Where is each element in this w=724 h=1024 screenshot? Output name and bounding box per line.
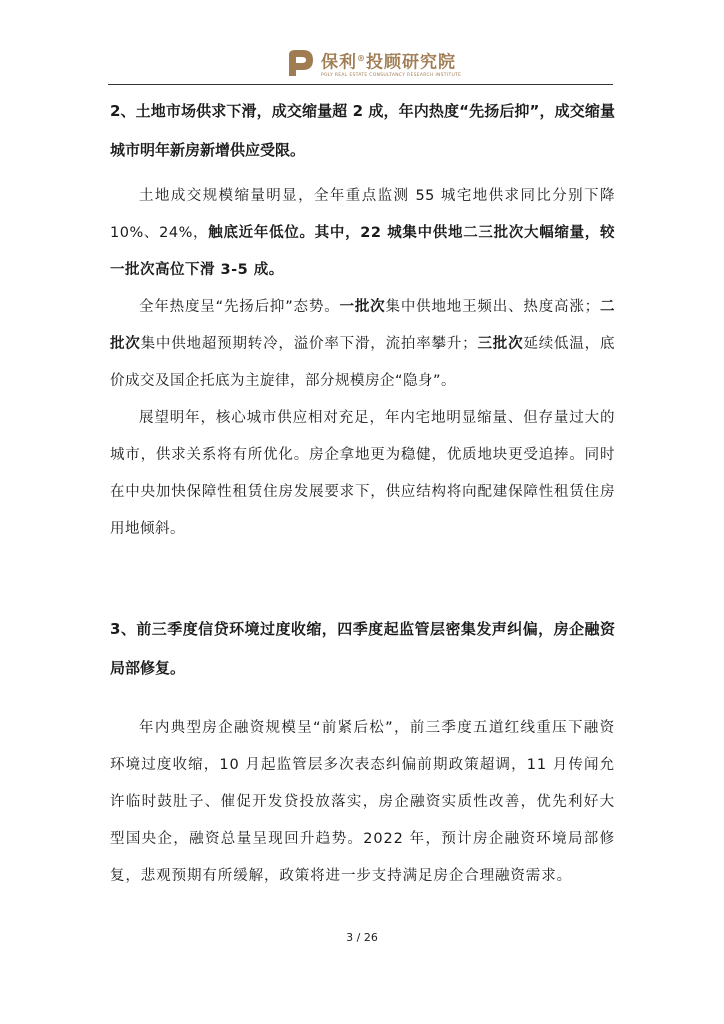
logo-text (321, 48, 461, 79)
section-heading: 2、土地市场供求下滑，成交缩量超 2 成，年内热度“先扬后抑”，成交缩量城市明年新房新增供应受限。 (110, 102, 615, 159)
logo (285, 48, 461, 79)
paragraph: 年内典型房企融资规模呈“前紧后松”，前三季度五道红线重压下融资环境过度收缩，10 月起监管层多次表态纠偏前期政策超调，11 月传闻允许临时鼓肚子、催促开发贷投放落实，房企融资实质性改善，优先利好大型国央企，融资总量呈现回升趋势。2022 年，预计房企融资环境局部修复，悲观预期有所缓解，政策将进一步支持满足房企合理融资需求。 (110, 720, 615, 884)
page-header (0, 0, 724, 84)
document-body (110, 90, 615, 895)
paragraph: 全年热度呈“先扬后抑”态势。一批次集中供地地王频出、热度高涨；二批次集中供地超预期转冷，溢价率下滑，流拍率攀升；三批次延续低温，底价成交及国企托底为主旋律，部分规模房企“隐身”。 (110, 299, 616, 389)
logo-subtitle: POLY REAL ESTATE CONSULTANCY RESEARCH INSTITUTE (321, 72, 462, 78)
section-heading: 3、前三季度信贷环境过度收缩，四季度起监管层密集发声纠偏，房企融资局部修复。 (110, 620, 615, 677)
paragraph: 土地成交规模缩量明显，全年重点监测 55 城宅地供求同比分别下降 10%、24%，触底近年低位。其中，22 城集中供地二三批次大幅缩量，较一批次高位下滑 3-5 成。 (110, 188, 615, 278)
section-land-market (110, 92, 615, 548)
poly-logo-icon (285, 48, 315, 78)
paragraph: 展望明年，核心城市供应相对充足，年内宅地明显缩量、但存量过大的城市，供求关系将有所优化。房企拿地更为稳健，优质地块更受追捧。同时在中央加快保障性租赁住房发展要求下，供应结构将向配建保障性租赁住房用地倾斜。 (110, 410, 615, 537)
logo-title: 保利®投顾研究院 (321, 52, 456, 73)
page-number: 3 / 26 (346, 931, 378, 944)
header-divider (108, 84, 613, 85)
section-financing (110, 610, 615, 895)
